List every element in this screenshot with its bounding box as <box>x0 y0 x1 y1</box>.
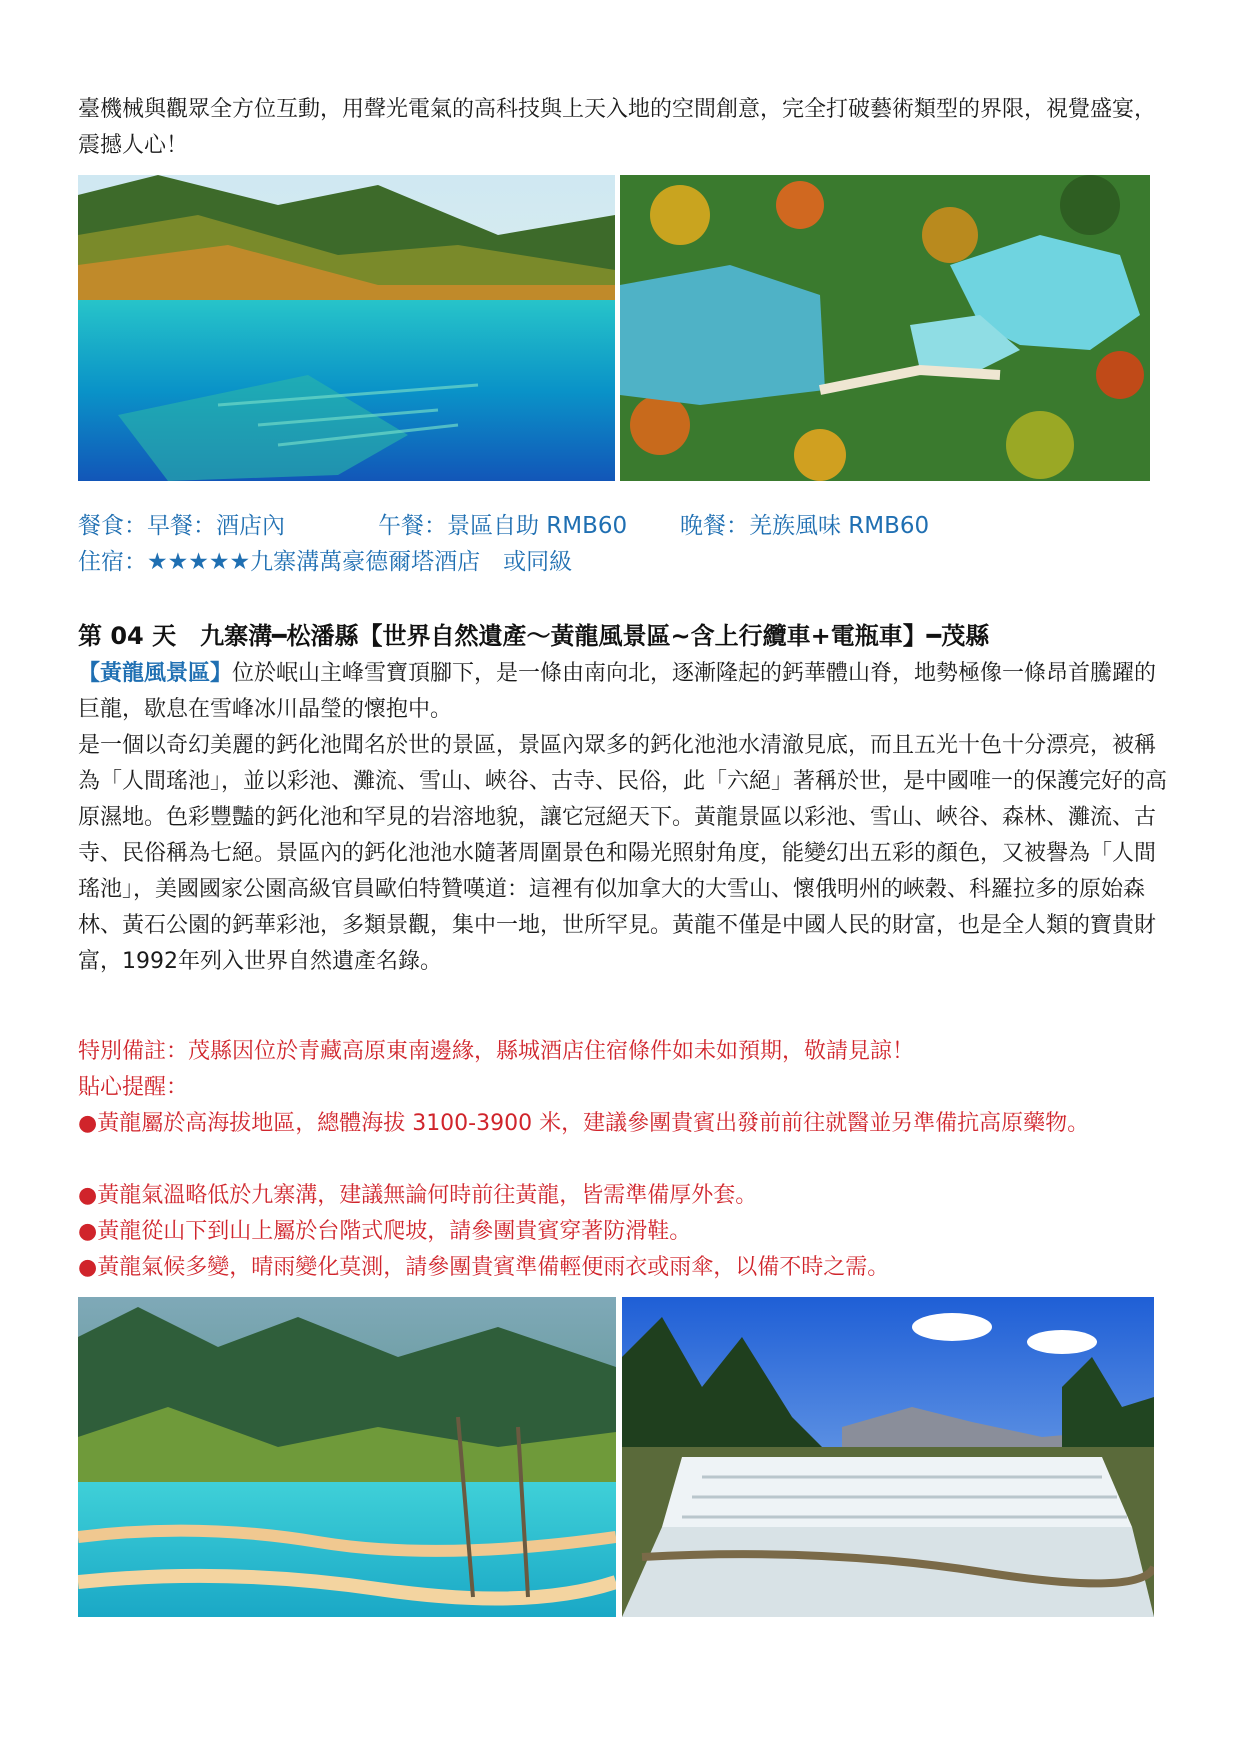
tips-title: 貼心提醒： <box>78 1075 189 1100</box>
spot-intro-text: 位於岷山主峰雪寶頂腳下，是一條由南向北，逐漸隆起的鈣華體山脊，地勢極像一條昂首騰躍的巨龍，歇息在雪峰冰川晶瑩的懷抱中。 <box>78 661 1157 722</box>
stay-line <box>78 544 572 580</box>
day-title: 第 04 天 九寨溝━松潘縣【世界自然遺產～黃龍風景區~含上行纜車+電瓶車】━茂縣 <box>78 622 990 650</box>
intro-paragraph: 臺機械與觀眾全方位互動，用聲光電氣的高科技與上天入地的空間創意，完全打破藝術類型的界限，視覺盛宴，震撼人心！ <box>78 97 1157 158</box>
spot-intro-paragraph <box>78 656 1168 728</box>
meal-dinner: 晚餐：羌族風味 RMB60 <box>680 513 930 539</box>
five-flower-lake-photo <box>78 175 615 481</box>
tip-item: ●黃龍氣候多變，晴雨變化莫測，請參團貴賓準備輕便雨衣或雨傘，以備不時之需。 <box>78 1255 890 1280</box>
huanglong-colorful-pools-photo <box>78 1297 616 1617</box>
aerial-calcified-pools-photo <box>620 175 1150 481</box>
meal-lunch: 午餐：景區自助 RMB60 <box>378 513 628 539</box>
spot-name: 【黃龍風景區】 <box>78 661 233 686</box>
stay-stars: ★★★★★ <box>147 549 251 575</box>
stay-label: 住宿： <box>78 549 147 575</box>
spot-description: 是一個以奇幻美麗的鈣化池聞名於世的景區，景區內眾多的鈣化池池水清澈見底，而且五光十色十分漂亮，被稱為「人間瑤池」，並以彩池、灘流、雪山、峽谷、古寺、民俗，此「六絕」著稱於世，是中國唯一的保護完好的高原濕地。色彩豐豔的鈣化池和罕見的岩溶地貌，讓它冠絕天下。黃龍景區以彩池、雪山、峽谷、森林、灘流、古寺、民俗稱為七絕。景區內的鈣化池池水隨著周圍景色和陽光照射角度，能變幻出五彩的顏色，又被譽為「人間瑤池」，美國國家公園高級官員歐伯特贊嘆道：這裡有似加拿大的大雪山、懷俄明州的峽穀、科羅拉多的原始森林、黃石公園的鈣華彩池，多類景觀，集中一地，世所罕見。黃龍不僅是中國人民的財富，也是全人類的寶貴財富，1992年列入世界自然遺產名錄。 <box>78 733 1168 974</box>
special-note: 特別備註：茂縣因位於青藏高原東南邊緣，縣城酒店住宿條件如未如預期，敬請見諒！ <box>78 1039 915 1064</box>
tip-item: ●黃龍氣溫略低於九寨溝，建議無論何時前往黃龍，皆需準備厚外套。 <box>78 1183 758 1208</box>
stay-hotel: 九寨溝萬豪德爾塔酒店 或同級 <box>250 549 573 575</box>
tip-item: ●黃龍從山下到山上屬於台階式爬坡，請參團貴賓穿著防滑鞋。 <box>78 1219 692 1244</box>
tip-item: ●黃龍屬於高海拔地區，總體海拔 3100-3900 米，建議參團貴賓出發前前往就醫並另準備抗高原藥物。 <box>78 1111 1090 1136</box>
meal-breakfast: 餐食：早餐：酒店內 <box>78 513 285 539</box>
huanglong-waterfall-photo <box>622 1297 1154 1617</box>
